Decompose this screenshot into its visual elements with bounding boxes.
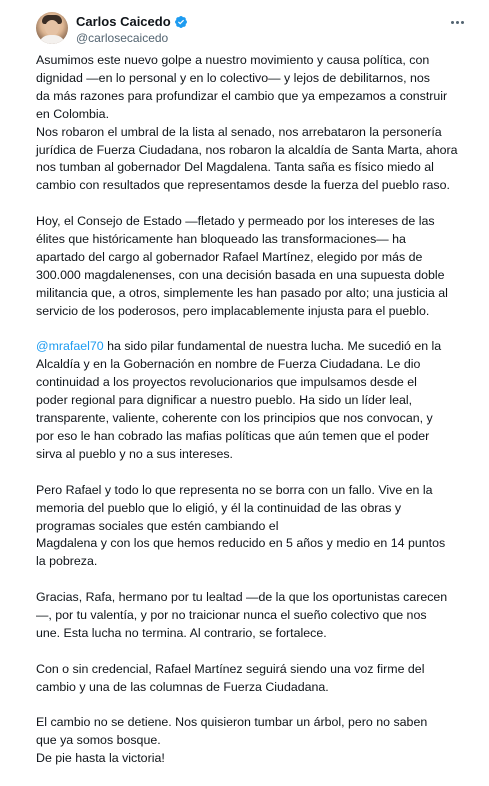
paragraph-3 <box>36 338 468 463</box>
text-line: servicio de los poderosos, pero implacablemente injusta para el pueblo. <box>36 303 430 318</box>
text-line: Asumimos este nuevo golpe a nuestro movimiento y causa política, con <box>36 53 430 67</box>
more-horizontal-icon[interactable] <box>448 14 466 30</box>
text-line: la pobreza. <box>36 554 98 569</box>
text-line: nos tumban al gobernador Del Magdalena. Tanta saña es físico miedo al <box>36 160 434 175</box>
tweet-header <box>36 12 466 48</box>
text-line: programas sociales que estén cambiando el <box>36 518 279 533</box>
text-line: De pie hasta la victoria! <box>36 751 165 766</box>
text-line: dignidad —en lo personal y en lo colectivo— y lejos de debilitarnos, nos <box>36 70 430 85</box>
avatar-face <box>45 20 59 36</box>
text-line: sirva al pueblo y no a sus intereses. <box>36 446 233 461</box>
verified-badge-icon <box>174 15 188 29</box>
text-line: Pero Rafael y todo lo que representa no se borra con un fallo. Vive en la <box>36 482 433 497</box>
text-line: memoria del pueblo que lo eligió, y él la continuidad de las obras y <box>36 500 402 515</box>
text-line: une. Esta lucha no termina. Al contrario, se fortalece. <box>36 625 327 640</box>
text-line: Gracias, Rafa, hermano por tu lealtad —de la que los oportunistas carecen <box>36 590 448 605</box>
paragraph-4 <box>36 482 468 572</box>
author-display-name[interactable]: Carlos Caicedo <box>76 14 171 29</box>
text-line: Alcaldía y en la Gobernación en nombre de Fuerza Ciudadana. Le dio <box>36 357 421 372</box>
paragraph-7 <box>36 714 468 768</box>
text-fragment: ha sido pilar fundamental de nuestra lucha. Me sucedió en la <box>103 339 442 354</box>
text-line: 300.000 magdalenenses, con una decisión basada en una supuesta doble <box>36 267 445 282</box>
text-line: continuidad a los proyectos revolucionarios que impulsamos desde el <box>36 375 417 390</box>
text-line: El cambio no se detiene. Nos quisieron tumbar un árbol, pero no saben <box>36 715 428 730</box>
text-line: que ya somos bosque. <box>36 733 161 748</box>
text-line: militancia que, a otros, simplemente les han pasado por alto; una justicia al <box>36 285 448 300</box>
text-line: Con o sin credencial, Rafael Martínez seguirá siendo una voz firme del <box>36 661 425 676</box>
text-line: en Colombia. <box>36 106 110 121</box>
paragraph-2 <box>36 213 468 320</box>
text-line: transparente, valiente, coherente con los principios que nos convocan, y <box>36 411 433 426</box>
text-line <box>36 338 468 356</box>
avatar-shirt <box>38 35 66 44</box>
paragraph-1 <box>36 52 468 195</box>
text-line: Magdalena y con los que hemos reducido en 5 años y medio en 14 puntos <box>36 536 446 551</box>
text-line: jurídica de Fuerza Ciudadana, nos robaron la alcaldía de Santa Marta, ahora <box>36 142 458 157</box>
text-line: poder regional para dignificar a nuestro pueblo. Ha sido un líder leal, <box>36 393 413 408</box>
text-line: —, por tu valentía, y por no traicionar nunca el sueño colectivo que nos <box>36 608 427 623</box>
text-line: da más razones para profundizar el cambio que ya empezamos a construir <box>36 88 448 103</box>
tweet-text <box>36 52 468 786</box>
paragraph-6 <box>36 661 468 697</box>
mention-link[interactable]: @mrafael70 <box>36 339 104 354</box>
text-line: Hoy, el Consejo de Estado —fletado y permeado por los intereses de las <box>36 214 435 229</box>
text-line: por eso le han cobrado las mafias políticas que aún temen que el poder <box>36 429 430 443</box>
paragraph-5 <box>36 589 468 643</box>
text-line: Nos robaron el umbral de la lista al senado, nos arrebataron la personería <box>36 124 442 139</box>
author-name-row <box>76 14 188 30</box>
text-line: élites que históricamente han bloqueado las transformaciones— ha <box>36 232 406 247</box>
text-line: cambio con resultados que representamos desde la fuerza del pueblo raso. <box>36 178 450 193</box>
text-line: apartado del cargo al gobernador Rafael Martínez, elegido por más de <box>36 249 423 264</box>
avatar[interactable] <box>36 12 68 44</box>
text-line: cambio y una de las columnas de Fuerza Ciudadana. <box>36 679 329 694</box>
author-handle[interactable]: @carlosecaicedo <box>76 31 169 45</box>
